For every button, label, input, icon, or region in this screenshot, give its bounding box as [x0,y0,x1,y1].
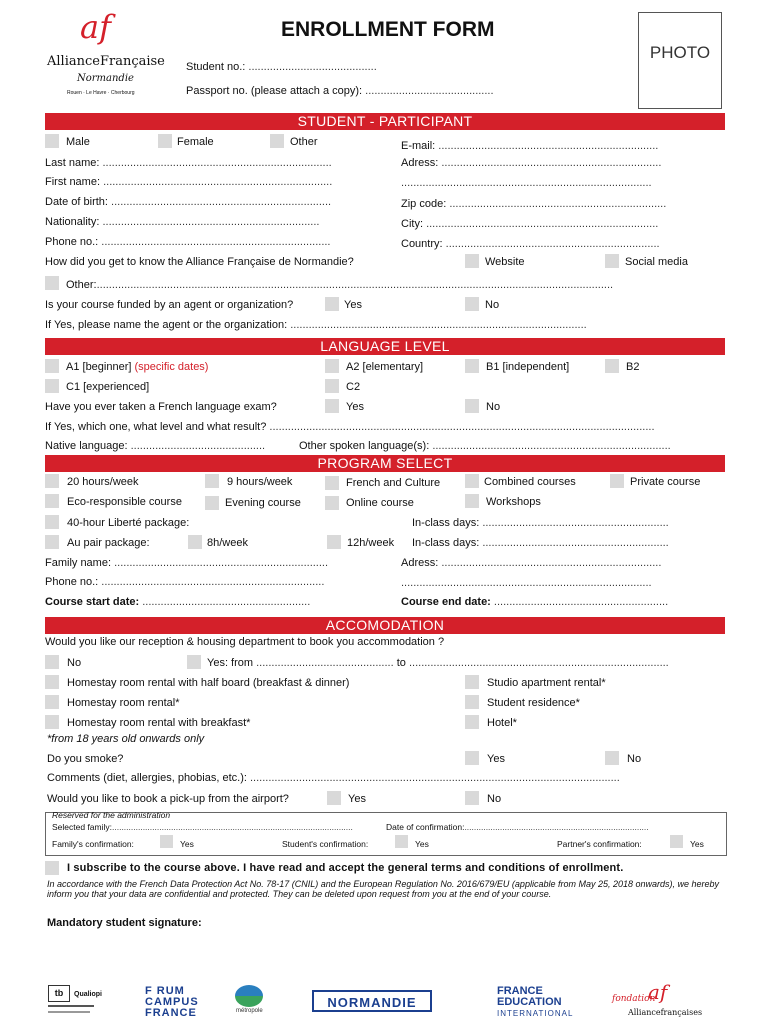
label-funded-yes: Yes [344,299,362,311]
checkbox-8h[interactable] [188,535,202,549]
checkbox-private[interactable] [610,474,624,488]
metropole-logo: métropole [235,985,265,1021]
student-confirmation-label: Student's confirmation: [282,839,369,849]
checkbox-smoke-no[interactable] [605,751,619,765]
label-private: Private course [630,476,701,488]
checkbox-other[interactable] [270,134,284,148]
checkbox-social-media[interactable] [605,254,619,268]
legal-notice: In accordance with the French Data Protection Act No. 78-17 (CNIL) and the European Regulation No. 2016/679/EU (applicable from May 25, 2018 onwards), we hereby inform you that your data are confidential and protected. They can be deleted upon request from you at the end of your course. [47,879,720,899]
subscribe-statement: I subscribe to the course above. I have read and accept the general terms and conditions of enrollment. [67,862,624,874]
comments-field[interactable]: Comments (diet, allergies, phobias, etc.): ......................................................................................................................... [47,772,620,784]
checkbox-20h[interactable] [45,474,59,488]
checkbox-other-source[interactable] [45,276,59,290]
checkbox-a1[interactable] [45,359,59,373]
label-a2: A2 [elementary] [346,361,424,373]
page-title: ENROLLMENT FORM [281,18,495,41]
label-other: Other [290,136,318,148]
funded-question: Is your course funded by an agent or organization? [45,299,294,311]
nationality-field[interactable]: Nationality: ....................................................................... [45,216,320,228]
checkbox-exam-yes[interactable] [325,399,339,413]
other-languages-field[interactable]: Other spoken language(s): .............................................................................. [299,440,671,452]
alliance-logo-city: Normandie [77,73,134,84]
label-a1: A1 [beginner] (specific dates) [66,361,209,373]
accom-question: Would you like our reception & housing department to book you accommodation ? [45,636,445,648]
section-accommodation: ACCOMODATION [45,617,725,634]
admin-reserved-label: Reserved for the administration [52,810,171,820]
course-start-field[interactable]: Course start date: ....................................................... [45,596,311,608]
checkbox-c1[interactable] [45,379,59,393]
checkbox-partner-confirmation[interactable] [670,835,683,848]
exam-question: Have you ever taken a French language exam? [45,401,277,413]
photo-box[interactable] [638,12,722,109]
section-student: STUDENT - PARTICIPANT [45,113,725,130]
label-9h: 9 hours/week [227,476,293,488]
checkbox-website[interactable] [465,254,479,268]
label-evening: Evening course [225,497,301,509]
label-online: Online course [346,497,414,509]
fondation-alliance-logo: fondation af Alliancefrançaises [612,980,703,1017]
label-french-culture: French and Culture [346,477,441,489]
checkbox-subscribe[interactable] [45,861,59,875]
native-language-field[interactable]: Native language: ............................................ [45,440,266,452]
partner-confirmation-yes: Yes [690,839,704,849]
checkbox-hotel[interactable] [465,715,479,729]
label-residence: Student residence* [487,697,580,709]
label-funded-no: No [485,299,500,311]
label-pickup-yes: Yes [348,793,366,805]
checkbox-evening[interactable] [205,496,219,510]
checkbox-liberte[interactable] [45,515,59,529]
label-pickup-no: No [487,793,502,805]
qualiopi-logo: tb Qualiopi [48,985,94,1021]
family-name-field[interactable]: Family name: ...................................................................... [45,557,329,569]
checkbox-accom-no[interactable] [45,655,59,669]
forum-campus-logo: F RUM CAMPUS FRANCE [145,985,199,1019]
label-c1: C1 [experienced] [66,381,150,393]
accom-dates-field[interactable]: Yes: from ............................................. to ..................................................................................... [207,657,669,669]
checkbox-family-confirmation[interactable] [160,835,173,848]
inclass-days-field-2[interactable]: In-class days: ............................................................. [412,537,669,549]
signature-label: Mandatory student signature: [47,917,202,929]
label-20h: 20 hours/week [67,476,139,488]
checkbox-accom-yes[interactable] [187,655,201,669]
checkbox-female[interactable] [158,134,172,148]
checkbox-funded-yes[interactable] [325,297,339,311]
family-adress-line-2[interactable]: .................................................................................. [401,577,652,589]
checkbox-studio[interactable] [465,675,479,689]
checkbox-a2[interactable] [325,359,339,373]
label-aupair: Au pair package: [67,537,150,549]
checkbox-b2[interactable] [605,359,619,373]
label-smoke-no: No [627,753,642,765]
how-know-question: How did you get to know the Alliance Française de Normandie? [45,256,354,268]
student-no-label: Student no.: .......................................... [186,61,377,73]
checkbox-eco[interactable] [45,494,59,508]
student-confirmation-yes: Yes [415,839,429,849]
label-female: Female [177,136,214,148]
label-workshops: Workshops [486,496,541,508]
last-name-field[interactable]: Last name: ........................................................................... [45,157,332,169]
label-breakfast: Homestay room rental with breakfast* [67,717,251,729]
checkbox-c2[interactable] [325,379,339,393]
alliance-logo-name: AllianceFrançaise [47,54,165,69]
email-field[interactable]: E-mail: ........................................................................ [401,140,659,152]
section-language: LANGUAGE LEVEL [45,338,725,355]
checkbox-french-culture[interactable] [325,476,339,490]
date-confirmation-field[interactable]: Date of confirmation:.............................................................................. [386,822,649,832]
checkbox-9h[interactable] [205,474,219,488]
selected-family-field[interactable]: Selected family:...................................................................................................... [52,822,353,832]
label-exam-no: No [486,401,501,413]
label-website: Website [485,256,525,268]
label-male: Male [66,136,90,148]
normandie-logo: NORMANDIE [312,990,432,1012]
exam-details-field[interactable]: If Yes, which one, what level and what result? .............................................................................................................................. [45,421,655,433]
checkbox-12h[interactable] [327,535,341,549]
label-studio: Studio apartment rental* [487,677,606,689]
checkbox-male[interactable] [45,134,59,148]
checkbox-workshops[interactable] [465,494,479,508]
passport-label: Passport no. (please attach a copy): .......................................... [186,85,494,97]
pickup-question: Would you like to book a pick-up from the airport? [47,793,289,805]
family-phone-field[interactable]: Phone no.: ......................................................................... [45,576,325,588]
label-accom-no: No [67,657,82,669]
phone-field[interactable]: Phone no.: ........................................................................... [45,236,331,248]
label-hotel: Hotel* [487,717,517,729]
checkbox-online[interactable] [325,496,339,510]
checkbox-combined[interactable] [465,474,479,488]
checkbox-student-confirmation[interactable] [395,835,408,848]
partner-confirmation-label: Partner's confirmation: [557,839,642,849]
checkbox-aupair[interactable] [45,535,59,549]
section-program: PROGRAM SELECT [45,455,725,472]
checkbox-half-board[interactable] [45,675,59,689]
label-8h: 8h/week [207,537,248,549]
photo-label: PHOTO [649,43,711,62]
checkbox-smoke-yes[interactable] [465,751,479,765]
label-eco: Eco-responsible course [67,496,182,508]
checkbox-exam-no[interactable] [465,399,479,413]
label-combined: Combined courses [484,476,576,488]
label-exam-yes: Yes [346,401,364,413]
course-end-field[interactable]: Course end date: ......................................................... [401,596,669,608]
label-liberte: 40-hour Liberté package: [67,517,190,529]
label-smoke-yes: Yes [487,753,505,765]
label-rental: Homestay room rental* [67,697,180,709]
label-12h: 12h/week [347,537,395,549]
france-education-logo: FRANCE EDUCATION INTERNATIONAL [497,985,574,1018]
label-half-board: Homestay room rental with half board (breakfast & dinner) [67,677,350,689]
label-social-media: Social media [625,256,688,268]
age-note: *from 18 years old onwards only [47,733,205,745]
zip-field[interactable]: Zip code: ....................................................................... [401,198,667,210]
family-confirmation-yes: Yes [180,839,194,849]
family-adress-field[interactable]: Adress: ........................................................................ [401,557,662,569]
checkbox-rental[interactable] [45,695,59,709]
label-c2: C2 [346,381,361,393]
checkbox-b1[interactable] [465,359,479,373]
city-field[interactable]: City: ............................................................................ [401,218,659,230]
checkbox-pickup-yes[interactable] [327,791,341,805]
checkbox-residence[interactable] [465,695,479,709]
inclass-days-field-1[interactable]: In-class days: ............................................................. [412,517,669,529]
other-source-field[interactable]: Other:......................................................................................................................................................................... [66,279,614,291]
country-field[interactable]: Country: ...................................................................... [401,238,660,250]
label-b2: B2 [626,361,640,373]
adress-field[interactable]: Adress: ........................................................................ [401,157,662,169]
label-b1: B1 [independent] [486,361,570,373]
checkbox-funded-no[interactable] [465,297,479,311]
adress-line-2[interactable]: .................................................................................. [401,177,652,189]
agent-name-field[interactable]: If Yes, please name the agent or the organization: ................................................................................................. [45,319,587,331]
checkbox-breakfast[interactable] [45,715,59,729]
smoke-question: Do you smoke? [47,753,124,765]
first-name-field[interactable]: First name: ........................................................................... [45,176,333,188]
alliance-logo-mark: af [80,8,111,46]
checkbox-pickup-no[interactable] [465,791,479,805]
dob-field[interactable]: Date of birth: ........................................................................ [45,196,332,208]
family-confirmation-label: Family's confirmation: [52,839,134,849]
alliance-logo-sub: Rouen · Le Havre · Cherbourg [67,90,135,96]
